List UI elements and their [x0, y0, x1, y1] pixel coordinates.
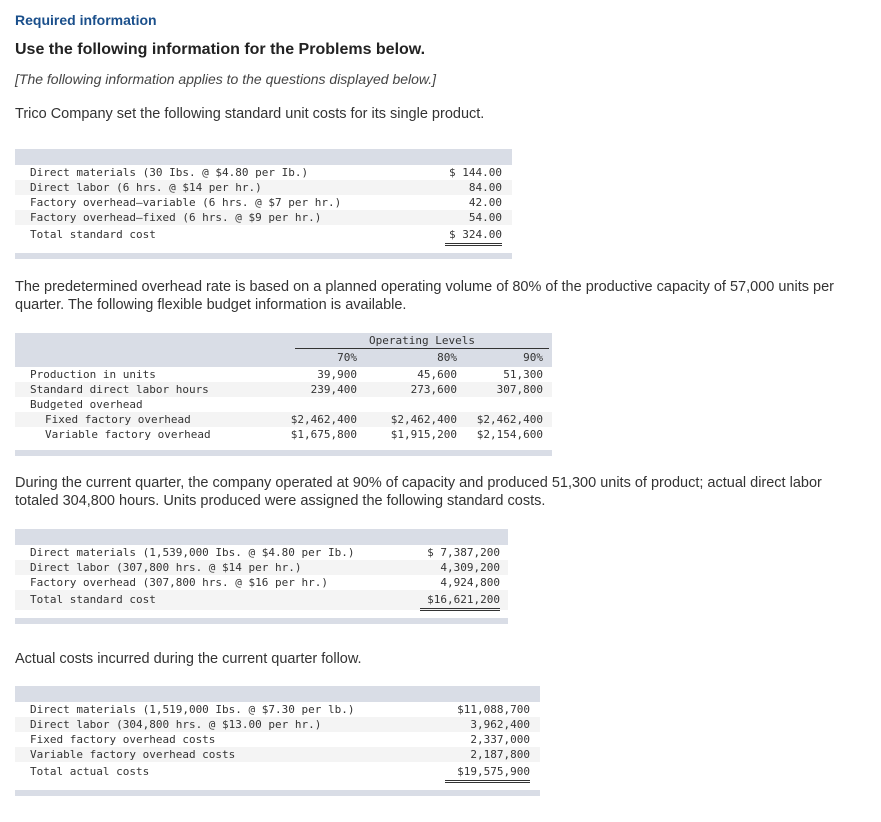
- row-label: Fixed factory overhead: [45, 413, 191, 426]
- row-value: $11,088,700: [457, 703, 530, 716]
- current-quarter-text: During the current quarter, the company operated at 90% of capacity and produced 51,300 units of product; actual direct labor totaled 304,800 hours. Units produced were assigned the following standard costs.: [15, 475, 822, 509]
- actual-costs-table: [15, 686, 540, 796]
- operating-levels-header: Operating Levels: [295, 334, 549, 349]
- row-label: Direct materials (30 Ibs. @ $4.80 per Ib.): [30, 166, 309, 179]
- intro-text: Trico Company set the following standard unit costs for its single product.: [15, 106, 485, 122]
- cell: $2,462,400: [290, 413, 357, 426]
- cell: 273,600: [410, 383, 457, 396]
- cell: 39,900: [317, 368, 357, 381]
- total-label: Total standard cost: [30, 593, 156, 606]
- standard-cost-table: [15, 149, 512, 259]
- required-information-heading: Required information: [15, 12, 157, 28]
- row-label: Direct labor (307,800 hrs. @ $14 per hr.): [30, 561, 302, 574]
- row-label: Production in units: [30, 368, 156, 381]
- total-label: Total actual costs: [30, 765, 150, 778]
- column-header: 90%: [523, 351, 543, 364]
- cell: 51,300: [503, 368, 543, 381]
- row-value: 84.00: [468, 181, 502, 194]
- row-label: Direct labor (6 hrs. @ $14 per hr.): [30, 181, 262, 194]
- row-value: 2,187,800: [445, 747, 530, 763]
- cell: 45,600: [417, 368, 457, 381]
- info-note: [The following information applies to the questions displayed below.]: [15, 71, 437, 87]
- row-label: Factory overhead (307,800 hrs. @ $16 per hr.): [30, 576, 329, 589]
- total-value: $19,575,900: [445, 764, 530, 783]
- total-value: $16,621,200: [420, 592, 500, 611]
- row-value: 42.00: [468, 196, 502, 209]
- total-label: Total standard cost: [30, 228, 156, 241]
- row-value: 2,337,000: [470, 733, 530, 746]
- row-value: 4,309,200: [440, 561, 500, 574]
- section-title: Use the following information for the Problems below.: [15, 41, 426, 58]
- row-value: 54.00: [445, 210, 502, 226]
- cell: 307,800: [496, 383, 543, 396]
- cell: $1,675,800: [290, 428, 357, 441]
- overhead-rate-text: The predetermined overhead rate is based on a planned operating volume of 80% of the productive capacity of 57,000 units per quarter. The following flexible budget information is available.: [15, 279, 834, 313]
- row-label: Factory overhead—fixed (6 hrs. @ $9 per hr.): [30, 211, 322, 224]
- row-value: 3,962,400: [470, 718, 530, 731]
- column-header: 70%: [337, 351, 357, 364]
- cell: 239,400: [310, 383, 357, 396]
- row-label: Fixed factory overhead costs: [30, 733, 216, 746]
- cell: $2,462,400: [476, 413, 543, 426]
- assigned-standard-costs-table: [15, 529, 508, 624]
- row-label: Variable factory overhead: [45, 428, 211, 441]
- row-value: $ 7,387,200: [427, 546, 500, 559]
- column-header: 80%: [437, 351, 457, 364]
- cell: $2,462,400: [390, 413, 457, 426]
- cell: $2,154,600: [476, 428, 543, 441]
- row-label: Budgeted overhead: [30, 398, 143, 411]
- row-label: Variable factory overhead costs: [30, 748, 236, 761]
- flexible-budget-table: [15, 333, 552, 456]
- row-label: Factory overhead—variable (6 hrs. @ $7 per hr.): [30, 196, 342, 209]
- actual-costs-text: Actual costs incurred during the current quarter follow.: [15, 651, 362, 667]
- row-label: Direct labor (304,800 hrs. @ $13.00 per hr.): [30, 718, 322, 731]
- total-value: $ 324.00: [445, 227, 502, 246]
- cell: $1,915,200: [390, 428, 457, 441]
- row-label: Standard direct labor hours: [30, 383, 209, 396]
- row-value: 4,924,800: [420, 575, 500, 591]
- row-value: $ 144.00: [449, 166, 502, 179]
- row-label: Direct materials (1,539,000 Ibs. @ $4.80 per Ib.): [30, 546, 355, 559]
- row-label: Direct materials (1,519,000 Ibs. @ $7.30 per lb.): [30, 703, 355, 716]
